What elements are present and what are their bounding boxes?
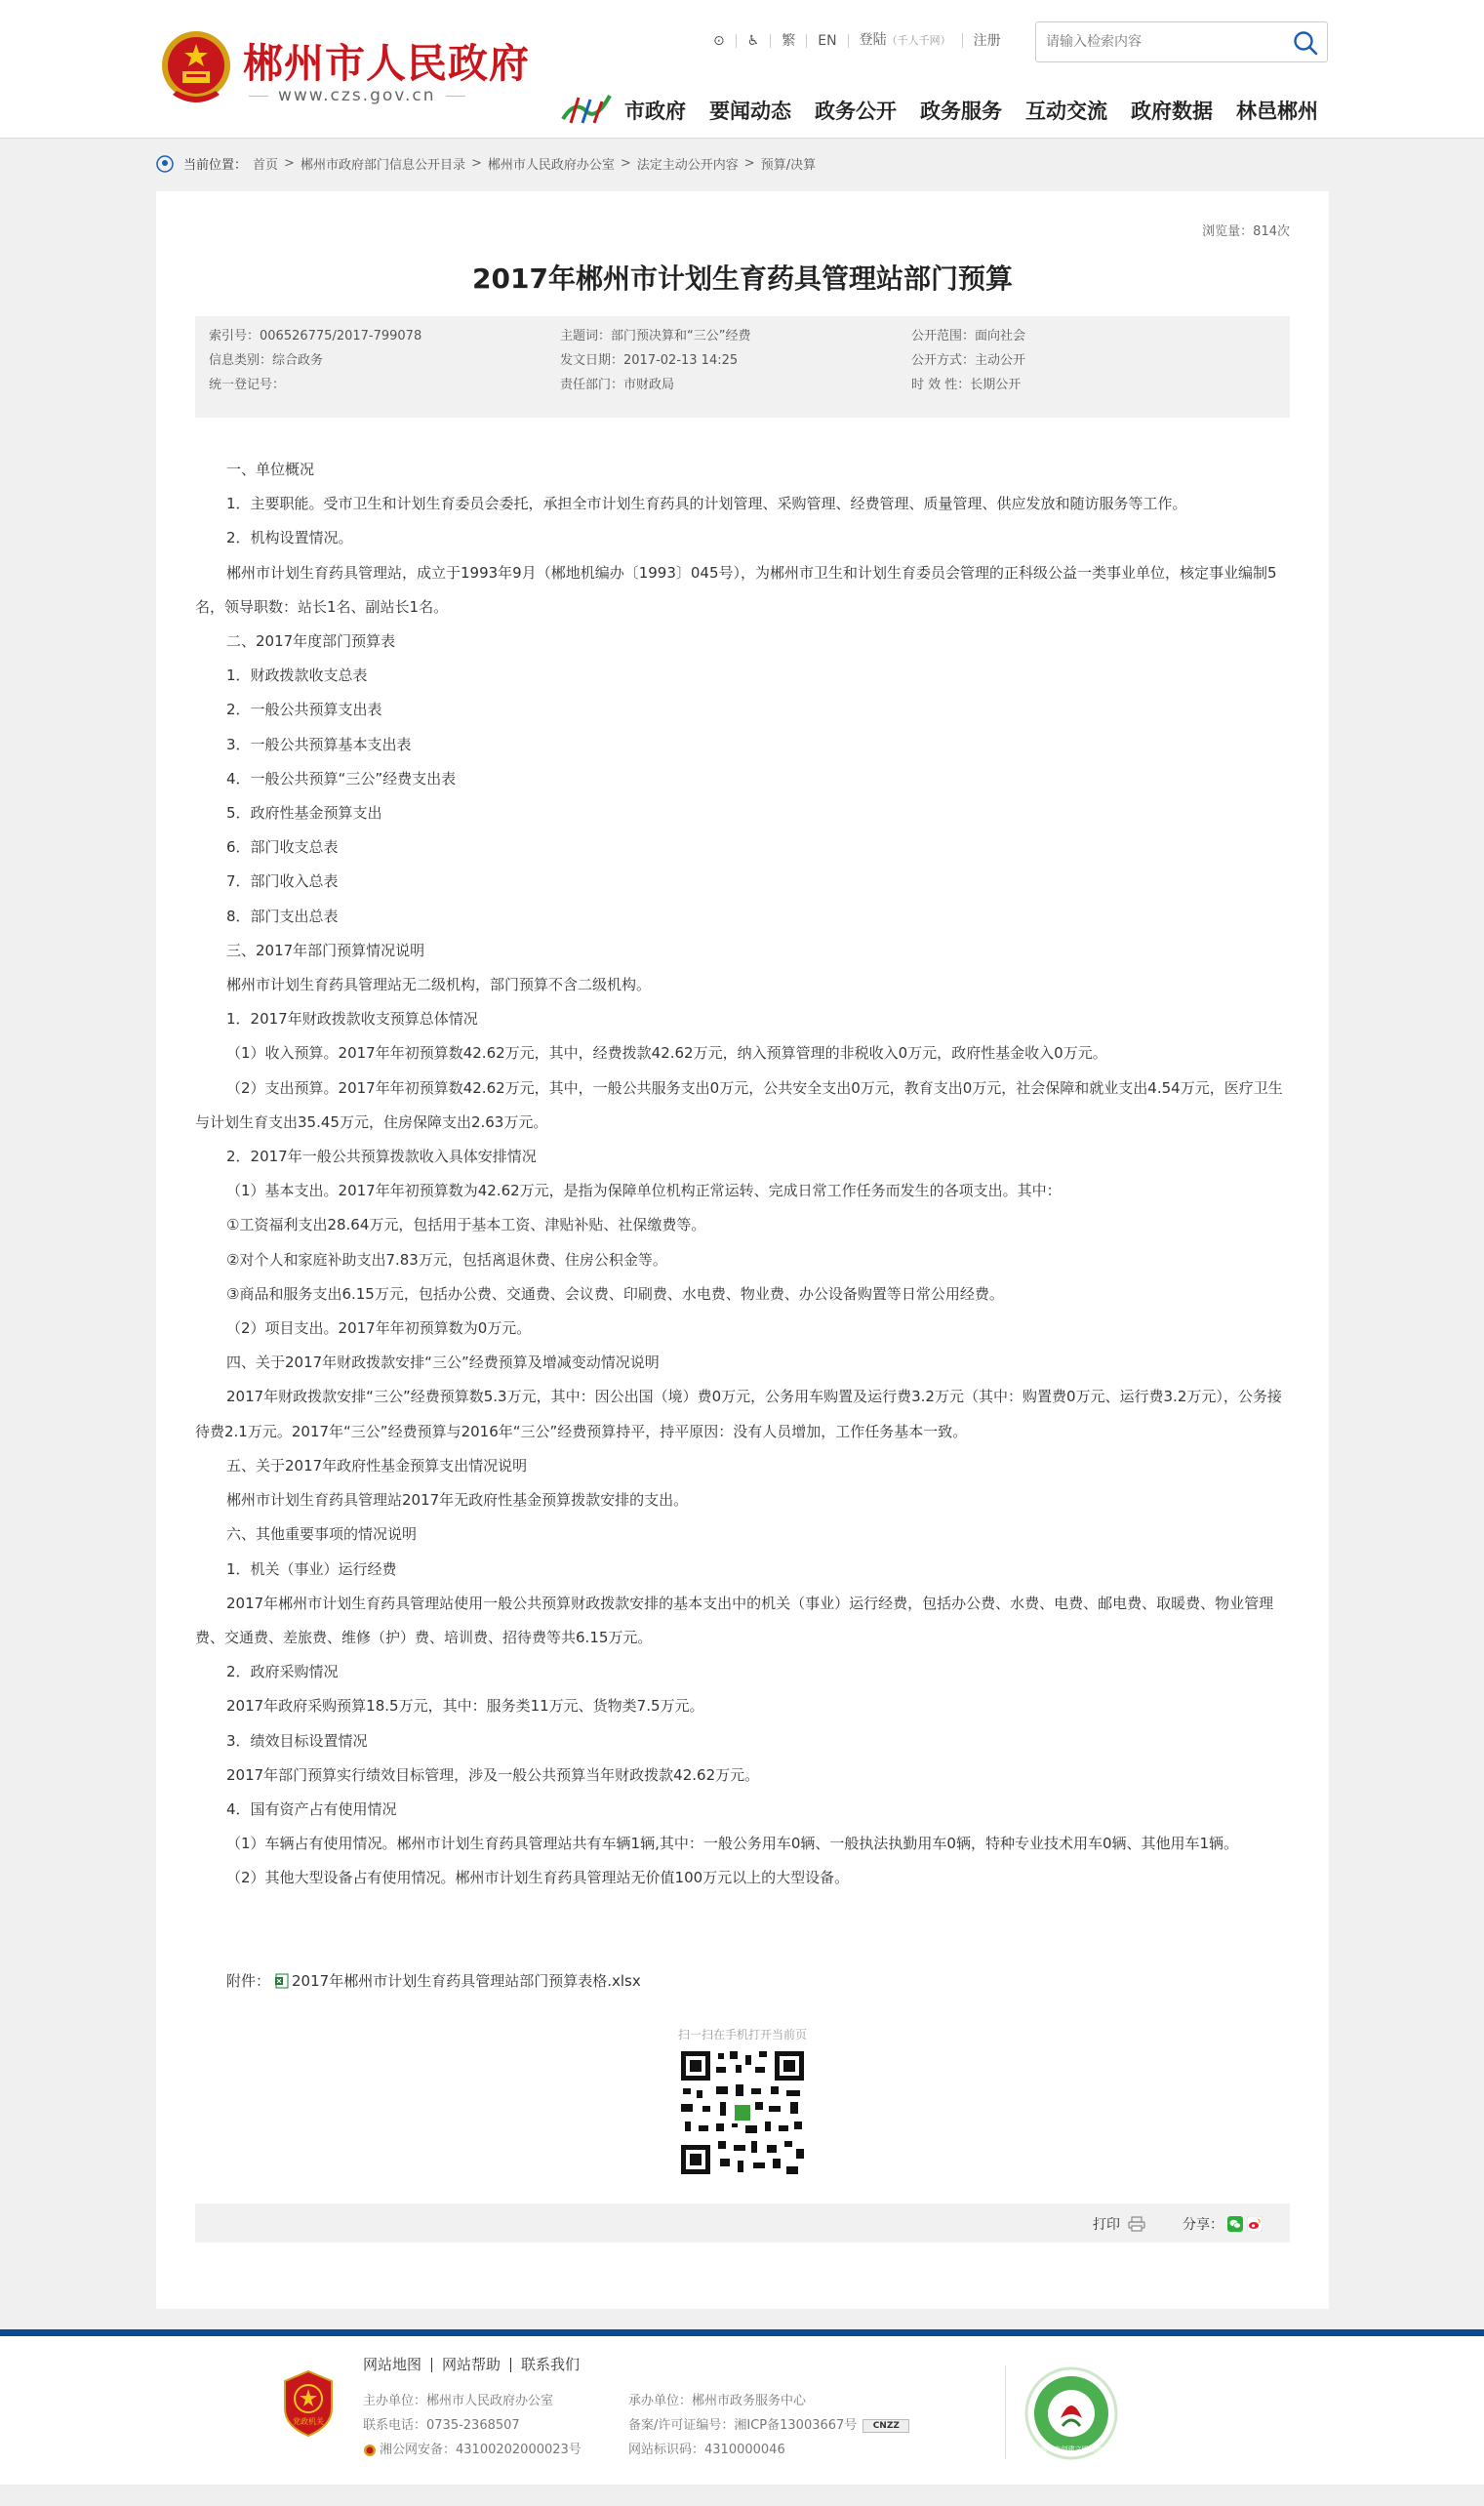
paragraph: （1）基本支出。2017年年初预算数为42.62万元，是指为保障单位机构正常运转、完成日常工作任务而发生的各项支出。其中：: [226, 1182, 1062, 1200]
meta-keywords: 主题词：部门预决算和“三公”经费: [560, 329, 751, 344]
paragraph: 五、关于2017年政府性基金预算支出情况说明: [226, 1456, 528, 1475]
nav-item-news[interactable]: 要闻动态: [709, 100, 791, 123]
paragraph: 六、其他重要事项的情况说明: [226, 1525, 418, 1544]
footer-police-text[interactable]: 湘公网安备：43100202000023号: [380, 2443, 582, 2457]
paragraph: 三、2017年部门预算情况说明: [226, 941, 425, 959]
article-body: [195, 453, 1290, 1896]
meta-scope: 公开范围：面向社会: [911, 329, 1026, 344]
footer-site-id: 网站标识码：4310000046: [628, 2443, 785, 2457]
breadcrumb-separator: >: [620, 156, 631, 171]
print-button[interactable]: [1093, 2214, 1145, 2234]
footer-organizer: 承办单位：郴州市政务服务中心: [628, 2394, 807, 2408]
view-count: 浏览量：814次: [1202, 224, 1290, 239]
breadcrumb-home[interactable]: 首页: [253, 158, 279, 173]
paragraph: 1．2017年财政拨款收支预算总体情况: [226, 1010, 478, 1029]
print-label: 打印: [1093, 2217, 1120, 2233]
paragraph: 2017年部门预算实行绩效目标管理，涉及一般公共预算当年财政拨款42.62万元。: [226, 1765, 760, 1784]
paragraph: 4．一般公共预算“三公”经费支出表: [226, 769, 457, 788]
paragraph: 2017年政府采购预算18.5万元，其中：服务类11万元、货物类7.5万元。: [226, 1697, 704, 1716]
share-label: 分享：: [1183, 2217, 1223, 2233]
location-pin-icon: [156, 155, 174, 173]
national-emblem-icon[interactable]: [159, 26, 233, 108]
police-badge-icon: [363, 2444, 377, 2457]
footer-info: [363, 2393, 941, 2458]
breadcrumb-separator: >: [743, 156, 755, 171]
login-link[interactable]: [849, 33, 963, 48]
paragraph: 一、单位概况: [226, 461, 315, 478]
paragraph: 7．部门收入总表: [226, 872, 339, 891]
paragraph: ①工资福利支出28.64万元，包括用于基本工资、津贴补贴、社保缴费等。: [226, 1216, 706, 1234]
nav-item-gov-services[interactable]: 政务服务: [920, 100, 1002, 123]
meta-index-no: 索引号：006526775/2017-799078: [209, 329, 422, 344]
doc-meta-panel: [195, 316, 1290, 418]
search-box: [1035, 21, 1328, 62]
excel-file-icon: [274, 1973, 290, 1989]
civilized-city-logo-icon[interactable]: [1023, 2365, 1119, 2461]
accessibility-icon[interactable]: ⊙: [702, 34, 737, 48]
meta-registration-no: 统一登记号：: [209, 378, 286, 392]
page-title: 2017年郴州市计划生育药具管理站部门预算: [472, 263, 1013, 295]
breadcrumb-budget[interactable]: 预算/决算: [760, 158, 817, 173]
breadcrumb: [156, 154, 816, 173]
paragraph: 2．2017年一般公共预算拨款收入具体安排情况: [226, 1148, 537, 1166]
site-footer: [0, 2336, 1484, 2485]
paragraph: 5．政府性基金预算支出: [226, 804, 382, 823]
wechat-icon[interactable]: [1227, 2216, 1243, 2232]
footer-link-sitemap[interactable]: 网站地图: [363, 2356, 422, 2373]
footer-bottom-strip: [0, 2485, 1484, 2506]
paragraph: 4．国有资产占有使用情况: [226, 1799, 397, 1818]
printer-icon: [1128, 2216, 1145, 2232]
login-note: （千人千网）: [886, 34, 951, 47]
nav-item-linyi[interactable]: 林邑郴州: [1236, 100, 1318, 123]
footer-link-help[interactable]: 网站帮助: [431, 2358, 510, 2372]
login-label: 登陆: [859, 32, 887, 48]
article-toolbar: [195, 2203, 1290, 2243]
paragraph: 1．主要职能。受市卫生和计划生育委员会委托，承担全市计划生育药具的计划管理、采购管理、经费管理、质量管理、供应发放和随访服务等工作。: [226, 495, 1187, 513]
footer-link-contact[interactable]: 联系我们: [510, 2358, 589, 2372]
paragraph: 3．一般公共预算基本支出表: [226, 735, 412, 753]
paragraph: 郴州市计划生育药具管理站无二级机构，部门预算不含二级机构。: [226, 976, 652, 994]
attachment-row: [226, 1970, 641, 1991]
article-card: [156, 191, 1329, 2309]
nav-brand-icon: [561, 90, 612, 125]
paragraph: （2）其他大型设备占有使用情况。郴州市计划生育药具管理站无价值100万元以上的大型设备。: [226, 1869, 850, 1887]
main-nav: [624, 96, 1318, 125]
attachment-label: 附件：: [226, 1972, 271, 1990]
footer-phone: 联系电话：0735-2368507: [363, 2418, 520, 2433]
qr-code-icon: [677, 2047, 808, 2178]
paragraph: 1．机关（事业）运行经费: [226, 1559, 397, 1578]
breadcrumb-dept-catalog[interactable]: 郴州市政府部门信息公开目录: [300, 158, 465, 173]
paragraph: （1）收入预算。2017年年初预算数42.62万元，其中，经费拨款42.62万元，纳入预算管理的非税收入0万元，政府性基金收入0万元。: [226, 1044, 1107, 1063]
paragraph: 2017年郴州市计划生育药具管理站使用一般公共预算财政拨款安排的基本支出中的机关（事业）运行经费，包括办公费、水费、电费、邮电费、取暖费、物业管理费、交通费、差旅费、维修（护）费、培训费、招待费等共6.15万元。: [195, 1594, 1274, 1646]
top-links: [702, 33, 1012, 48]
paragraph: 2．政府采购情况: [226, 1663, 339, 1681]
meta-category: 信息类别：综合政务: [209, 353, 324, 368]
paragraph: 郴州市计划生育药具管理站，成立于1993年9月（郴地机编办〔1993〕045号），为郴州市卫生和计划生育委员会管理的正科级公益一类事业单位，核定事业编制5名，领导职数：站长1名、副站长1名。: [195, 563, 1277, 616]
cnzz-badge[interactable]: CNZZ: [862, 2419, 909, 2433]
meta-issue-date: 发文日期：2017-02-13 14:25: [560, 353, 739, 368]
nav-item-city-gov[interactable]: 市政府: [624, 100, 686, 123]
paragraph: 二、2017年度部门预算表: [226, 632, 396, 651]
meta-disclosure-mode: 公开方式：主动公开: [911, 353, 1026, 368]
meta-department: 责任部门：市财政局: [560, 378, 675, 392]
attachment-link[interactable]: 2017年郴州市计划生育药具管理站部门预算表格.xlsx: [292, 1972, 641, 1990]
paragraph: 6．部门收支总表: [226, 838, 339, 857]
civ-logo-text: 郴州市创建文明城市: [1040, 2445, 1103, 2453]
paragraph: 2．机构设置情况。: [226, 529, 353, 547]
paragraph: 8．部门支出总表: [226, 907, 339, 925]
party-gov-badge-icon[interactable]: [281, 2369, 336, 2438]
search-icon[interactable]: [1292, 29, 1319, 57]
paragraph: 1．财政拨款收支总表: [226, 667, 368, 685]
share-group: [1183, 2214, 1263, 2234]
site-header: [0, 0, 1484, 139]
breadcrumb-gov-office[interactable]: 郴州市人民政府办公室: [487, 158, 615, 173]
footer-icp-text[interactable]: 备案/许可证编号：湘ICP备13003667号: [628, 2418, 858, 2433]
nav-item-interaction[interactable]: 互动交流: [1025, 100, 1107, 123]
paragraph: （2）项目支出。2017年年初预算数为0万元。: [226, 1319, 532, 1338]
qr-caption: 扫一扫在手机打开当前页: [677, 2028, 807, 2041]
paragraph: 四、关于2017年财政拨款安排“三公”经费预算及增减变动情况说明: [226, 1354, 660, 1372]
badge-text: 党政机关: [293, 2417, 324, 2426]
paragraph: ③商品和服务支出6.15万元，包括办公费、交通费、会议费、印刷费、水电费、物业费、办公设备购置等日常公用经费。: [226, 1284, 1004, 1303]
search-input[interactable]: [1046, 30, 1280, 54]
site-url: www.czs.gov.cn: [249, 86, 465, 105]
footer-police-record: [363, 2442, 628, 2458]
traditional-chinese-link[interactable]: 繁: [771, 34, 807, 48]
footer-divider: [1005, 2365, 1006, 2459]
footer-links: [363, 2358, 589, 2372]
paragraph: 郴州市计划生育药具管理站2017年无政府性基金预算拨款安排的支出。: [226, 1491, 689, 1510]
wheelchair-icon[interactable]: ♿: [737, 34, 772, 48]
paragraph: 3．绩效目标设置情况: [226, 1731, 368, 1750]
footer-host: 主办单位：郴州市人民政府办公室: [363, 2394, 554, 2408]
nav-item-gov-data[interactable]: 政府数据: [1131, 100, 1213, 123]
paragraph: ②对个人和家庭补助支出7.83万元，包括离退休费、住房公积金等。: [226, 1250, 667, 1269]
register-link[interactable]: 注册: [973, 32, 1001, 49]
meta-validity: 时 效 性：长期公开: [911, 378, 1022, 392]
breadcrumb-lead: 当前位置：: [183, 158, 248, 173]
paragraph: （1）车辆占有使用情况。郴州市计划生育药具管理站共有车辆1辆,其中：一般公务用车0辆、一般执法执勤用车0辆，特种专业技术用车0辆、其他用车1辆。: [226, 1835, 1239, 1853]
breadcrumb-separator: >: [470, 156, 482, 171]
weibo-icon[interactable]: [1247, 2216, 1263, 2232]
nav-item-gov-affairs[interactable]: 政务公开: [815, 100, 897, 123]
paragraph: 2017年财政拨款安排“三公”经费预算数5.3万元，其中：因公出国（境）费0万元，公务用车购置及运行费3.2万元（其中：购置费0万元、运行费3.2万元），公务接待费2.1万元。2017年“三公”经费预算与2016年“三公”经费预算持平，持平原因：没有人员增加，工作任务基本一致。: [195, 1388, 1282, 1440]
paragraph: 2．一般公共预算支出表: [226, 701, 382, 719]
site-title[interactable]: 郴州市人民政府: [243, 40, 530, 87]
english-link[interactable]: EN: [807, 34, 848, 48]
footer-band: [0, 2329, 1484, 2336]
breadcrumb-separator: >: [284, 156, 295, 171]
footer-icp: [628, 2417, 941, 2434]
breadcrumb-statutory[interactable]: 法定主动公开内容: [636, 158, 739, 173]
paragraph: （2）支出预算。2017年年初预算数42.62万元，其中，一般公共服务支出0万元，公共安全支出0万元，教育支出0万元，社会保障和就业支出4.54万元，医疗卫生与计划生育支出35.45万元，住房保障支出2.63万元。: [195, 1078, 1283, 1131]
